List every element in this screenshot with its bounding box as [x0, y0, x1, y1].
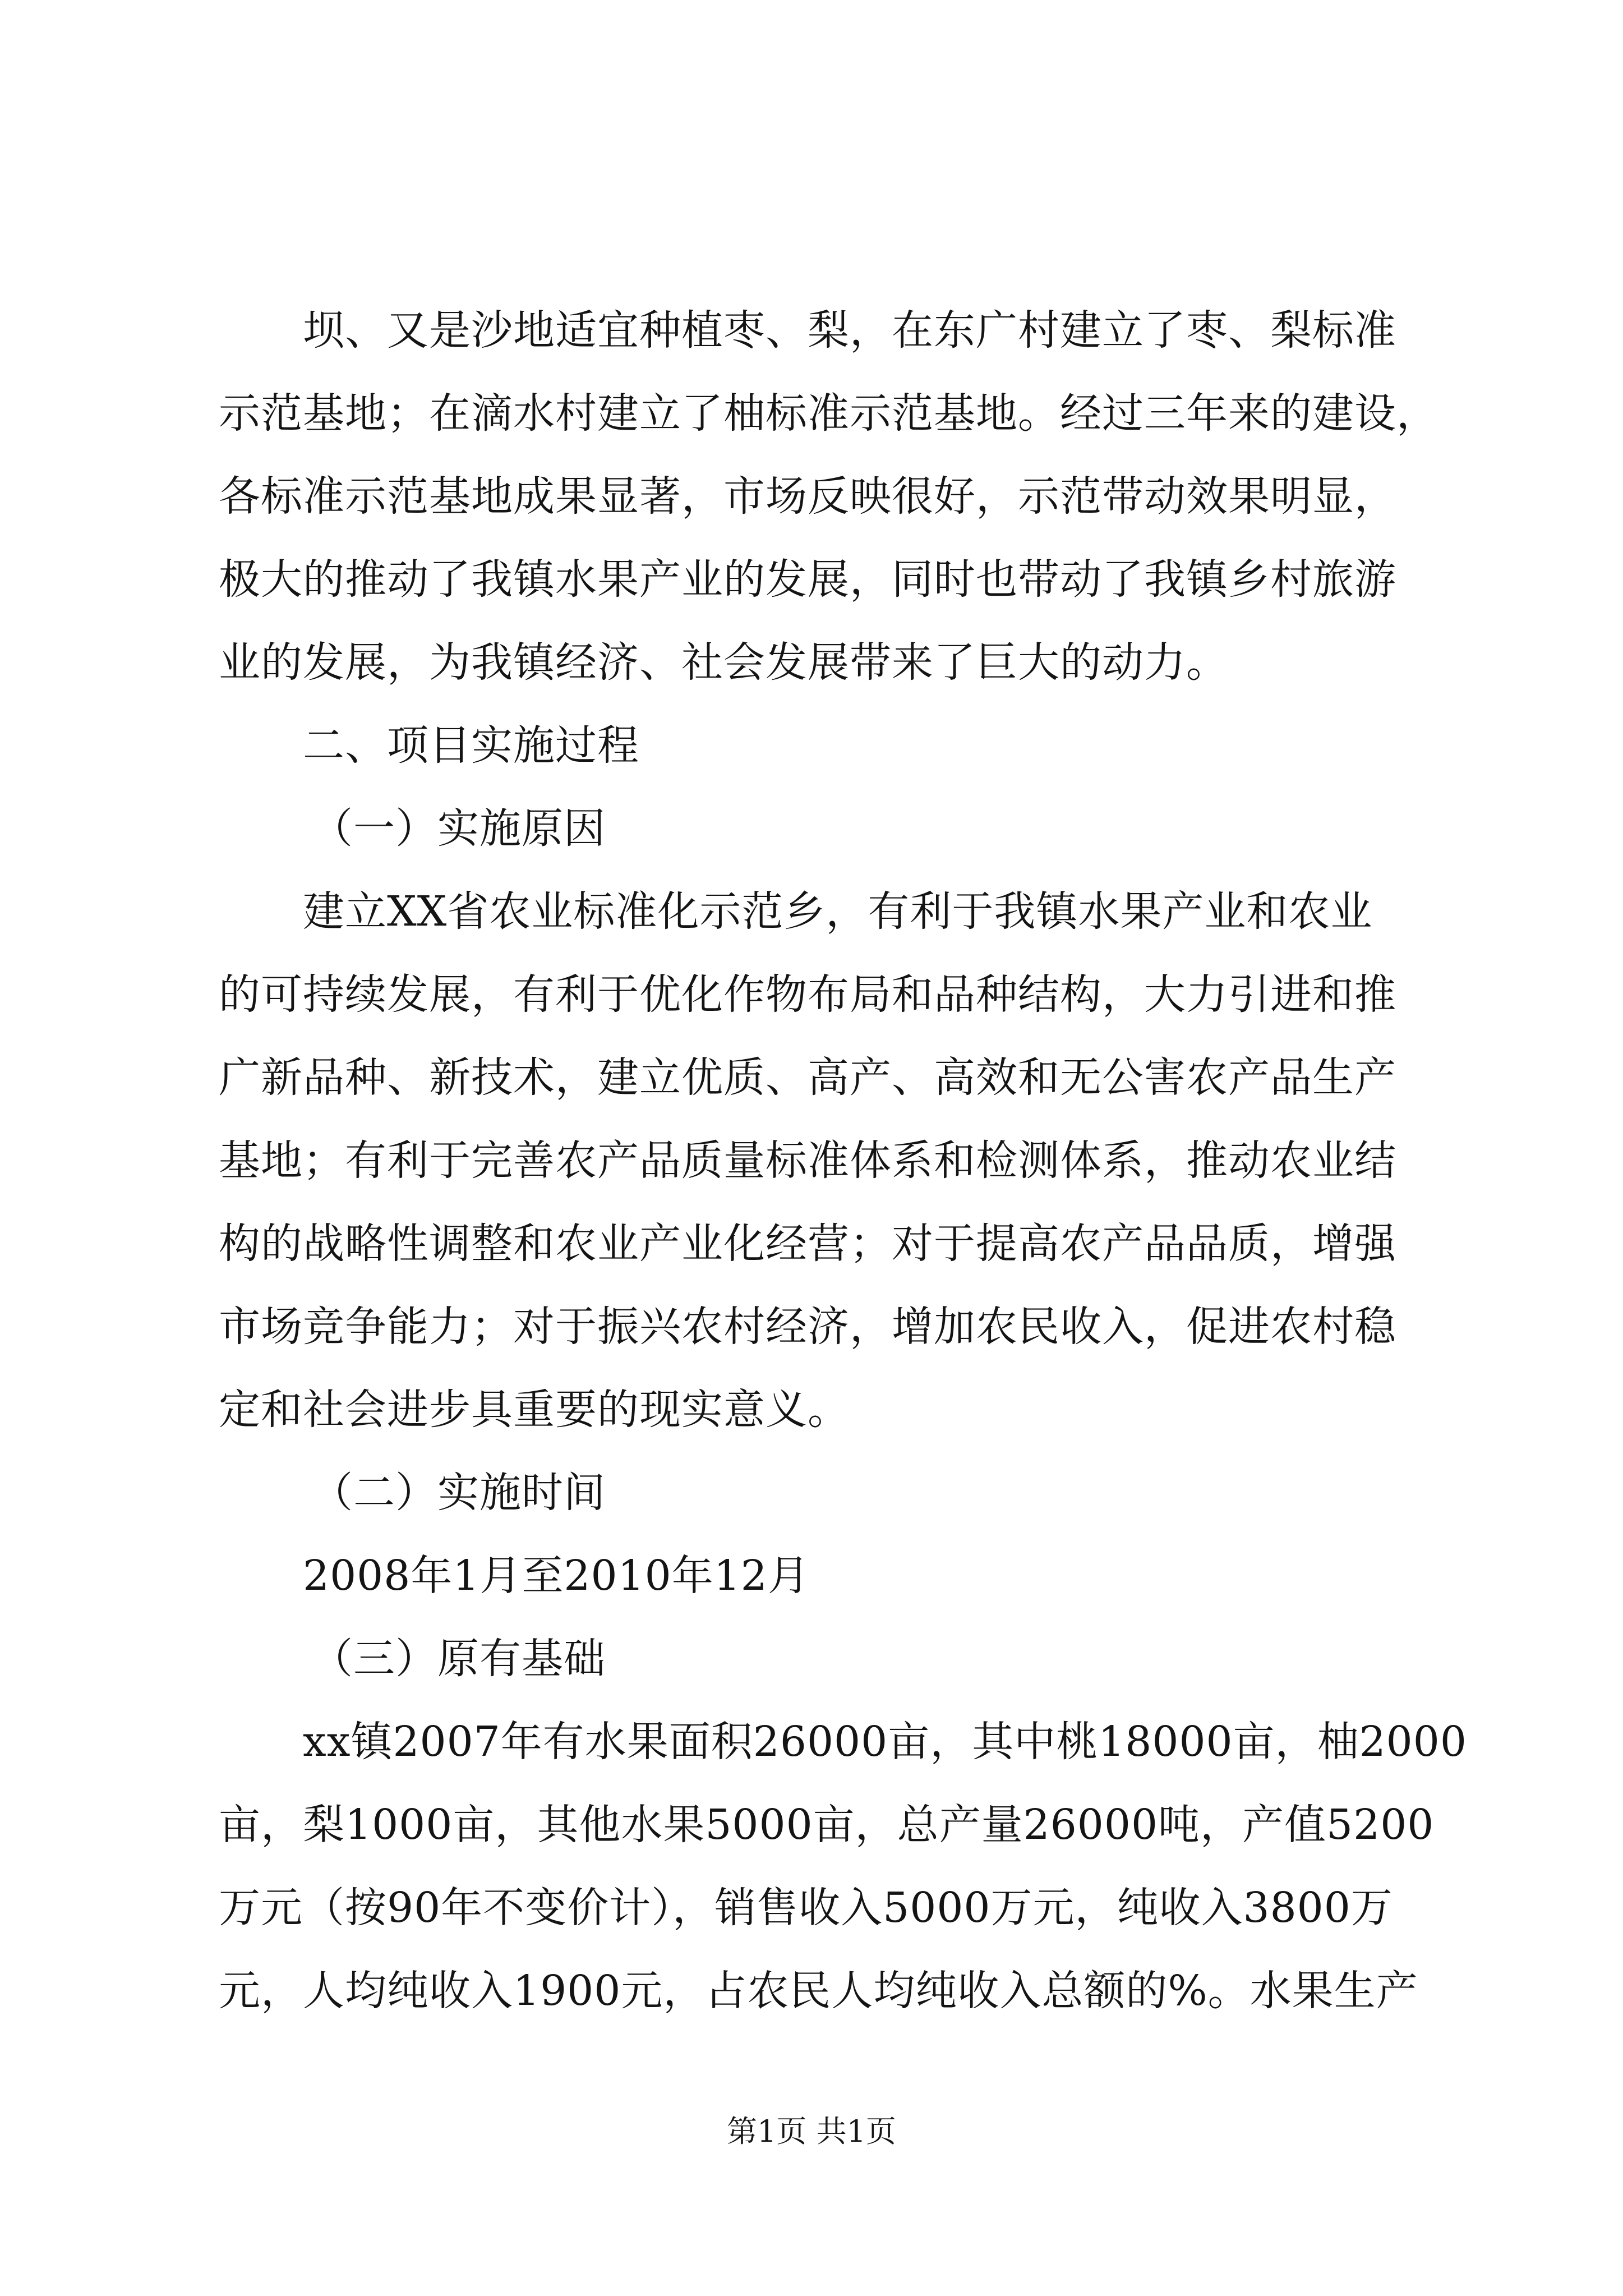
- section-heading: 二、项目实施过程: [303, 721, 639, 770]
- subsection-heading: （二）实施时间: [311, 1469, 606, 1517]
- paragraph-line: xx镇2007年有水果面积26000亩，其中桃18000亩，柚2000: [303, 1718, 1467, 1766]
- paragraph-line: 定和社会进步具重要的现实意义。: [219, 1386, 850, 1434]
- paragraph-line: 的可持续发展，有利于优化作物布局和品种结构，大力引进和推: [219, 970, 1396, 1019]
- paragraph-line: 市场竞争能力；对于振兴农村经济，增加农民收入，促进农村稳: [219, 1303, 1396, 1351]
- paragraph-line: 各标准示范基地成果显著，市场反映很好，示范带动效果明显，: [219, 472, 1396, 521]
- paragraph-line: 业的发展，为我镇经济、社会发展带来了巨大的动力。: [219, 638, 1228, 687]
- paragraph-line: 极大的推动了我镇水果产业的发展，同时也带动了我镇乡村旅游: [219, 555, 1396, 604]
- paragraph-line: 广新品种、新技术，建立优质、高产、高效和无公害农产品生产: [219, 1053, 1396, 1102]
- subsection-heading: （三）原有基础: [311, 1635, 606, 1683]
- paragraph-line: 亩，梨1000亩，其他水果5000亩，总产量26000吨，产值5200: [219, 1801, 1435, 1849]
- paragraph-line: 坝、又是沙地适宜种植枣、梨，在东广村建立了枣、梨标准: [303, 306, 1396, 355]
- paragraph-line: 2008年1月至2010年12月: [303, 1552, 810, 1600]
- paragraph-line: 示范基地；在滴水村建立了柚标准示范基地。经过三年来的建设，: [219, 389, 1438, 438]
- paragraph-line: 万元（按90年不变价计），销售收入5000万元，纯收入3800万: [219, 1884, 1393, 1932]
- document-body: [219, 289, 1467, 2032]
- paragraph-line: 建立XX省农业标准化示范乡，有利于我镇水果产业和农业: [303, 887, 1373, 936]
- page-footer: 第1页 共1页: [727, 2114, 896, 2149]
- paragraph-line: 构的战略性调整和农业产业化经营；对于提高农产品品质，增强: [219, 1220, 1396, 1268]
- subsection-heading: （一）实施原因: [311, 804, 606, 853]
- paragraph-line: 元，人均纯收入1900元，占农民人均纯收入总额的%。水果生产: [219, 1967, 1418, 2015]
- paragraph-line: 基地；有利于完善农产品质量标准体系和检测体系，推动农业结: [219, 1137, 1396, 1185]
